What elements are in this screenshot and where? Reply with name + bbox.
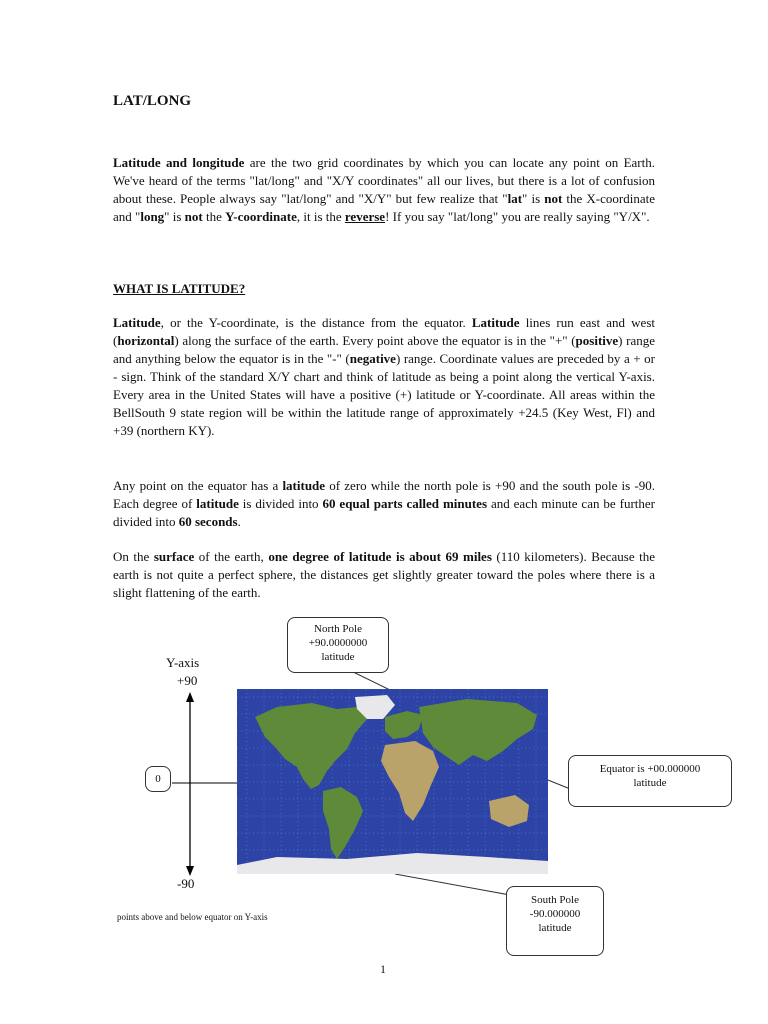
page-number: 1 [380, 962, 386, 976]
figure-caption: points above and below equator on Y-axis [117, 912, 268, 922]
latitude-paragraph: Latitude, or the Y-coordinate, is the distance from the equator. Latitude lines run east and west (horizontal) along the surface of the earth. Every point above the equator is in the "+" (positive) range and anything below the equator is in the "-" (negative) range. Coordinate values are preceded by a + or - sign. Think of the standard X/Y chart and think of latitude as being a point along the vertical Y-axis. Every area in the United States will have a positive (+) latitude or Y-coordinate. All areas within the BellSouth 9 state region will be within the latitude range of approximately +24.5 (Key West, Fl) and +39 (northern KY). [113, 315, 655, 438]
north-pole-callout: North Pole +90.0000000 latitude [287, 617, 389, 673]
zero-callout: 0 [145, 766, 171, 792]
y-axis-bottom-label: -90 [177, 876, 195, 891]
y-axis-title: Y-axis [166, 655, 200, 670]
south-pole-callout: South Pole -90.000000 latitude [506, 886, 604, 956]
page-title: LAT/LONG [113, 93, 192, 109]
distance-paragraph: On the surface of the earth, one degree of latitude is about 69 miles (110 kilometers). Because the earth is not quite a perfect sphere, the distances get slightly greater toward the poles where there is a slight flattening of the earth. [113, 549, 655, 600]
poles-paragraph: Any point on the equator has a latitude of zero while the north pole is +90 and the south pole is -90. Each degree of latitude is divided into 60 equal parts called minutes and each minute can be further divided into 60 seconds. [113, 478, 656, 529]
south-callout-pointer [395, 874, 510, 895]
intro-paragraph: Latitude and longitude are the two grid coordinates by which you can locate any point on Earth. We've heard of the terms "lat/long" and "X/Y coordinates" all our lives, but there is a lot of confusion about these. People always say "lat/long" and "X/Y" but few realize that "lat" is not the X-coordinate and "long" is not the Y-coordinate, it is the reverse! If you say "lat/long" you are really saying "Y/X". [113, 155, 655, 224]
y-axis-arrow-top [186, 692, 194, 702]
world-map [237, 689, 548, 874]
y-axis-arrow-bottom [186, 866, 194, 876]
equator-callout: Equator is +00.000000 latitude [568, 755, 732, 807]
y-axis-top-label: +90 [177, 673, 198, 688]
section-heading: WHAT IS LATITUDE? [113, 281, 246, 296]
